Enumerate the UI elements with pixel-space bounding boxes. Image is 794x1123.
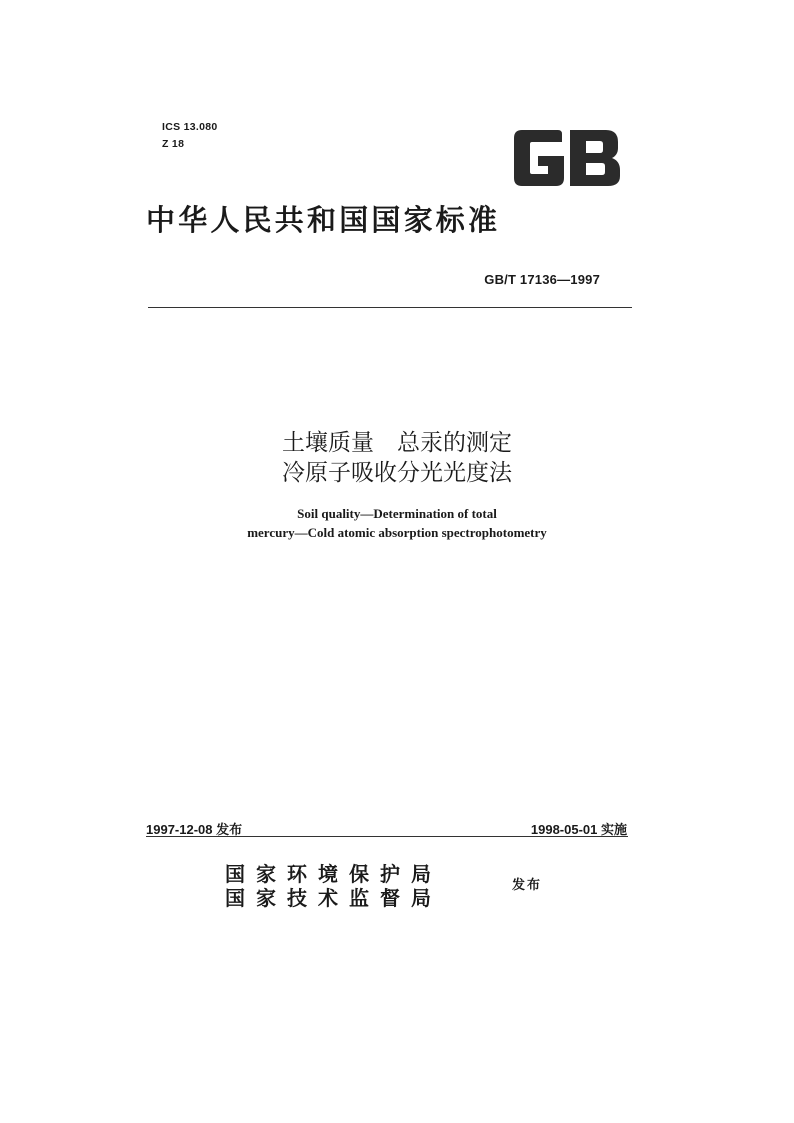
standard-title: 中华人民共和国国家标准 <box>146 203 501 237</box>
standard-number: GB/T 17136—1997 <box>484 272 600 287</box>
chinese-title-line1: 土壤质量 总汞的测定 <box>282 430 512 456</box>
header-divider <box>148 307 632 308</box>
ics-code: ICS 13.080 <box>162 121 218 133</box>
issuing-agency-1: 国家环境保护局 <box>225 862 442 886</box>
effective-date: 1998-05-01 实施 <box>530 822 627 837</box>
english-title-line2: mercury—Cold atomic absorption spectrophotometry <box>247 525 547 540</box>
gb-logo <box>508 126 624 190</box>
gb-logo-text: GB <box>508 126 510 127</box>
classification-code: Z 18 <box>162 138 185 150</box>
chinese-title-line2: 冷原子吸收分光光度法 <box>282 460 512 486</box>
english-title-line1: Soil quality—Determination of total <box>297 506 497 521</box>
footer-divider <box>146 836 628 837</box>
issuing-agency-2: 国家技术监督局 <box>225 886 442 910</box>
publish-label: 发布 <box>512 878 543 893</box>
issue-date: 1997-12-08 发布 <box>146 822 243 837</box>
